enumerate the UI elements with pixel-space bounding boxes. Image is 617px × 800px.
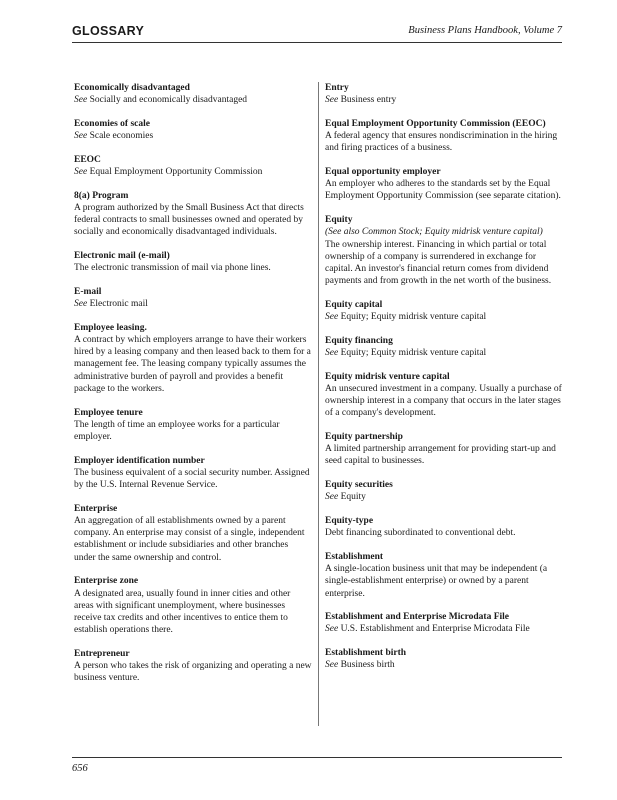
glossary-term: Establishment bbox=[325, 551, 384, 562]
glossary-definition: A single-location business unit that may be independent (a single-establishment enterprise) or owned by a parent enterprise. bbox=[325, 564, 548, 599]
column-divider bbox=[318, 82, 319, 726]
glossary-entry bbox=[325, 214, 565, 287]
glossary-entry bbox=[74, 118, 312, 142]
book-title: Business Plans Handbook, Volume 7 bbox=[408, 25, 562, 36]
glossary-definition bbox=[325, 491, 565, 503]
glossary-entry bbox=[325, 118, 565, 155]
glossary-entry bbox=[74, 322, 312, 395]
glossary-term: Enterprise bbox=[74, 503, 118, 514]
see-target: Equity; Equity midrisk venture capital bbox=[338, 312, 487, 323]
glossary-entry bbox=[325, 551, 565, 600]
page-number: 656 bbox=[72, 763, 88, 774]
glossary-entry bbox=[74, 648, 312, 685]
glossary-term: Electronic mail (e-mail) bbox=[74, 251, 170, 262]
section-title: GLOSSARY bbox=[72, 24, 145, 38]
glossary-entry bbox=[74, 575, 312, 636]
see-reference: See bbox=[325, 95, 339, 106]
glossary-definition bbox=[74, 94, 312, 106]
glossary-entry bbox=[74, 154, 312, 178]
glossary-entry bbox=[74, 503, 312, 564]
glossary-term: 8(a) Program bbox=[74, 190, 129, 201]
see-target: Equity bbox=[338, 492, 366, 503]
glossary-entry bbox=[325, 299, 565, 323]
glossary-definition: A federal agency that ensures nondiscrimination in the hiring and firing practices of a business. bbox=[325, 131, 558, 154]
glossary-definition: A program authorized by the Small Business Act that directs federal contracts to small businesses owned and operated by socially and economically disadvantaged individuals. bbox=[74, 202, 304, 238]
glossary-term: Equity-type bbox=[325, 515, 374, 526]
see-target: U.S. Establishment and Enterprise Microdata File bbox=[338, 624, 530, 635]
glossary-definition bbox=[74, 298, 312, 310]
glossary-definition bbox=[325, 311, 565, 323]
glossary-entry bbox=[74, 455, 312, 492]
see-reference: See bbox=[74, 131, 88, 142]
glossary-term: Equity securities bbox=[325, 480, 393, 491]
glossary-entry bbox=[325, 335, 565, 359]
glossary-term: Economically disadvantaged bbox=[74, 83, 190, 93]
glossary-term: Equity capital bbox=[325, 299, 383, 310]
left-column bbox=[74, 82, 312, 696]
glossary-term: Equal Employment Opportunity Commission (EEOC) bbox=[325, 118, 546, 129]
glossary-entry bbox=[325, 479, 565, 503]
see-reference: See bbox=[325, 660, 339, 671]
glossary-definition bbox=[325, 94, 565, 106]
glossary-entry bbox=[74, 250, 312, 274]
see-reference: See bbox=[325, 312, 339, 323]
glossary-term: Equity midrisk venture capital bbox=[325, 371, 450, 382]
footer-rule bbox=[72, 757, 562, 758]
glossary-definition: A contract by which employers arrange to have their workers hired by a leasing company and then leased back to them for a management fee. The leasing company typically assumes the administrative burden of payroll and provides a benefit package to the workers. bbox=[74, 335, 311, 394]
right-column bbox=[325, 82, 565, 683]
glossary-term: Employee tenure bbox=[74, 407, 143, 418]
glossary-term: Establishment and Enterprise Microdata File bbox=[325, 612, 510, 623]
glossary-term: E-mail bbox=[74, 286, 102, 297]
glossary-term: EEOC bbox=[74, 154, 101, 165]
glossary-definition: An unsecured investment in a company. Usually a purchase of ownership interest in a company that occurs in the later stages of a company's development. bbox=[325, 383, 562, 419]
glossary-definition: A designated area, usually found in inner cities and other areas with significant unemployment, where businesses receive tax credits and other incentives to entice them to establish operations there. bbox=[74, 588, 291, 636]
glossary-definition bbox=[325, 659, 565, 671]
glossary-term: Equal opportunity employer bbox=[325, 167, 441, 178]
glossary-definition bbox=[325, 347, 565, 359]
glossary-entry bbox=[74, 82, 312, 106]
see-reference: See bbox=[325, 624, 339, 635]
glossary-term: Economies of scale bbox=[74, 118, 150, 129]
glossary-term: Employee leasing. bbox=[74, 322, 147, 333]
glossary-entry bbox=[325, 515, 565, 539]
page-header bbox=[72, 24, 562, 42]
glossary-entry bbox=[325, 371, 565, 420]
glossary-definition: A person who takes the risk of organizing and operating a new business venture. bbox=[74, 661, 312, 684]
see-target: Scale economies bbox=[87, 131, 154, 142]
glossary-definition bbox=[74, 130, 312, 142]
glossary-entry bbox=[325, 611, 565, 635]
see-target: Socially and economically disadvantaged bbox=[87, 95, 248, 106]
glossary-entry bbox=[74, 407, 312, 444]
see-reference: See bbox=[74, 95, 88, 106]
see-target: Equity; Equity midrisk venture capital bbox=[338, 347, 487, 358]
glossary-definition bbox=[74, 166, 312, 178]
glossary-entry bbox=[325, 647, 565, 671]
glossary-definition: Debt financing subordinated to conventional debt. bbox=[325, 528, 516, 539]
see-reference: See bbox=[325, 492, 339, 503]
header-rule bbox=[72, 42, 562, 43]
glossary-term: Employer identification number bbox=[74, 455, 205, 466]
glossary-term: Enterprise zone bbox=[74, 576, 139, 587]
glossary-term: Equity bbox=[325, 215, 353, 226]
glossary-definition: An employer who adheres to the standards set by the Equal Employment Opportunity Commission (see separate citation). bbox=[325, 179, 561, 202]
see-target: Business entry bbox=[338, 95, 397, 106]
glossary-definition: An aggregation of all establishments owned by a parent company. An enterprise may consist of a single, independent establishment or include subsidiaries and other branches under the same ownership and control. bbox=[74, 515, 305, 563]
glossary-entry bbox=[325, 82, 565, 106]
see-target: Business birth bbox=[338, 660, 395, 671]
glossary-entry bbox=[74, 286, 312, 310]
glossary-entry bbox=[74, 190, 312, 239]
see-target: Electronic mail bbox=[87, 299, 148, 310]
see-reference: See bbox=[74, 299, 88, 310]
glossary-definition: The electronic transmission of mail via phone lines. bbox=[74, 263, 271, 274]
glossary-entry bbox=[325, 431, 565, 468]
glossary-term: Entry bbox=[325, 83, 349, 93]
glossary-definition: A limited partnership arrangement for providing start-up and seed capital to businesses. bbox=[325, 444, 556, 467]
glossary-definition: The length of time an employee works for a particular employer. bbox=[74, 419, 280, 442]
glossary-note: (See also Common Stock; Equity midrisk venture capital) bbox=[325, 227, 543, 238]
see-reference: See bbox=[325, 347, 339, 358]
see-reference: See bbox=[74, 167, 88, 178]
glossary-term: Equity partnership bbox=[325, 431, 403, 442]
glossary-term: Establishment birth bbox=[325, 648, 407, 659]
glossary-term: Entrepreneur bbox=[74, 648, 130, 659]
glossary-entry bbox=[325, 166, 565, 203]
see-target: Equal Employment Opportunity Commission bbox=[87, 167, 263, 178]
glossary-definition: The ownership interest. Financing in which partial or total ownership of a company is surrendered in exchange for capital. An investor's financial return comes from dividend payments and from growth in the net worth of the business. bbox=[325, 239, 552, 287]
glossary-term: Equity financing bbox=[325, 335, 393, 346]
glossary-definition: The business equivalent of a social security number. Assigned by the U.S. Internal Revenue Service. bbox=[74, 467, 310, 491]
glossary-definition bbox=[325, 623, 565, 635]
